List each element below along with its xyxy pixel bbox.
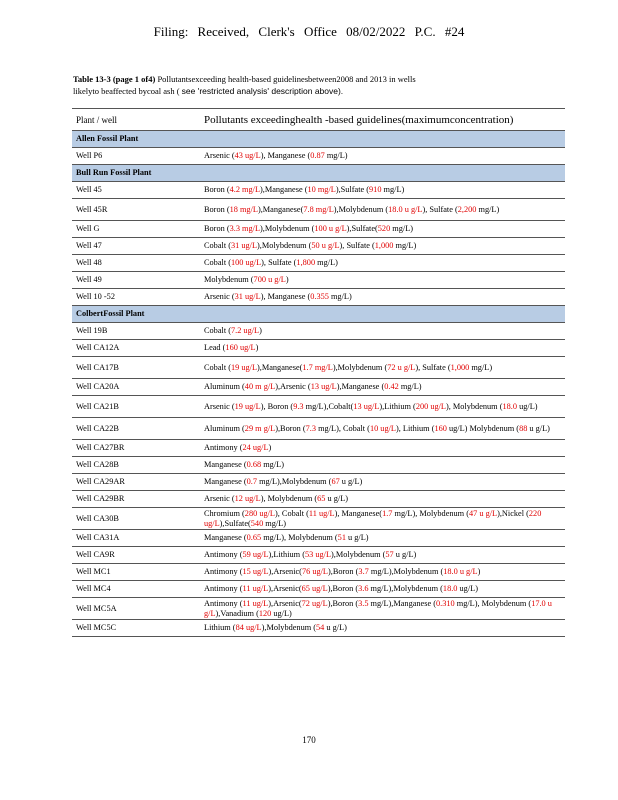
well-name: Well 45: [72, 182, 200, 199]
well-name: Well CA29AR: [72, 474, 200, 491]
concentration-value: 280 ug/L: [244, 508, 275, 518]
pollutants-table: [72, 108, 565, 637]
well-name: Well CA17B: [72, 357, 200, 379]
pollutant-text: Arsenic (: [204, 151, 235, 160]
well-name: Well MC5A: [72, 598, 200, 620]
pollutants-cell: [200, 221, 565, 238]
pollutant-text: Manganese (: [204, 460, 247, 469]
pollutant-text: ), Molybdenum (: [446, 401, 503, 411]
pollutant-text: ), Sulfate (: [339, 241, 375, 250]
pollutant-text: mg/L), Molybdenum (: [392, 508, 469, 518]
concentration-value: 84 ug/L: [235, 623, 262, 632]
concentration-value: 9.3: [293, 401, 304, 411]
table-row: [72, 457, 565, 474]
table-header-row: [72, 109, 565, 131]
caption-line-2b: see 'restricted analysis' description above).: [181, 86, 344, 96]
table-row: [72, 564, 565, 581]
pollutants-cell: [200, 457, 565, 474]
well-name: Well MC1: [72, 564, 200, 581]
concentration-value: 0.65: [246, 533, 262, 542]
pollutant-text: Molybdenum (: [204, 275, 254, 284]
plant-group-row: [72, 131, 565, 148]
pollutant-text: mg/L), Molybdenum (: [454, 598, 532, 608]
pollutant-text: mg/L): [324, 151, 348, 160]
concentration-value: 50 u g/L: [311, 241, 340, 250]
well-name: Well P6: [72, 148, 200, 165]
concentration-value: 12 ug/L: [234, 494, 261, 503]
pollutant-text: u g/L): [393, 550, 417, 559]
pollutant-text: mg/L): [328, 292, 352, 301]
concentration-value: 57: [385, 550, 394, 559]
pollutant-text: mg/L),Cobalt(: [303, 401, 354, 411]
pollutant-text: mg/L): [261, 460, 284, 469]
concentration-value: 31 ug/L: [234, 292, 261, 301]
pollutant-text: Manganese (: [204, 477, 247, 486]
concentration-value: 19 ug/L: [230, 362, 258, 372]
pollutant-text: ), Cobalt (: [275, 508, 309, 518]
pollutants-cell: [200, 474, 565, 491]
concentration-value: 4.2 mg/L: [229, 185, 261, 194]
plant-name: Bull Run Fossil Plant: [72, 165, 565, 182]
pollutants-cell: [200, 357, 565, 379]
pollutant-text: u g/L): [345, 533, 369, 542]
concentration-value: 18.0: [502, 401, 518, 411]
pollutants-cell: [200, 272, 565, 289]
pollutant-text: ),Molybdenum (: [257, 241, 312, 250]
pollutant-text: ),Boron (: [275, 423, 306, 433]
pollutants-cell: [200, 323, 565, 340]
pollutant-text: Manganese (: [204, 533, 247, 542]
well-name: Well CA28B: [72, 457, 200, 474]
concentration-value: 1.7 mg/L: [302, 362, 333, 372]
pollutants-cell: [200, 547, 565, 564]
well-name: Well CA27BR: [72, 440, 200, 457]
pollutant-text: Lithium (: [204, 623, 236, 632]
plant-name: ColbertFossil Plant: [72, 306, 565, 323]
table-row: [72, 440, 565, 457]
pollutant-text: Cobalt (: [204, 241, 231, 250]
well-name: Well MC4: [72, 581, 200, 598]
pollutant-text: ), Boron (: [260, 401, 294, 411]
table-row: [72, 182, 565, 199]
pollutant-text: ),Lithium (: [268, 550, 305, 559]
pollutant-text: ), Manganese (: [260, 151, 311, 160]
pollutant-text: ): [268, 443, 272, 452]
concentration-value: 0.68: [246, 460, 262, 469]
concentration-value: 88: [519, 423, 528, 433]
pollutant-text: Arsenic (: [204, 292, 235, 301]
pollutant-text: Boron (: [204, 185, 230, 194]
plant-group-row: [72, 165, 565, 182]
pollutant-text: ),Molybdenum (: [331, 550, 386, 559]
concentration-value: 10 ug/L: [369, 423, 396, 433]
pollutant-text: ),Boron (: [327, 584, 359, 593]
pollutant-text: Cobalt (: [204, 258, 231, 267]
pollutant-text: Chromium (: [204, 508, 245, 518]
concentration-value: 18.0 u g/L: [443, 567, 478, 576]
pollutant-text: Cobalt (: [204, 362, 231, 372]
well-name: Well CA30B: [72, 508, 200, 530]
pollutant-text: u g/L): [339, 477, 363, 486]
pollutant-text: Arsenic (: [204, 401, 235, 411]
pollutant-text: ), Manganese(: [334, 508, 383, 518]
concentration-value: 520: [377, 224, 391, 233]
table-row: [72, 620, 565, 637]
well-name: Well G: [72, 221, 200, 238]
pollutant-text: ),Sulfate(: [346, 224, 378, 233]
pollutant-text: mg/L), Cobalt (: [316, 423, 370, 433]
pollutant-text: Antimony (: [204, 584, 243, 593]
table-row: [72, 581, 565, 598]
pollutant-text: Arsenic (: [204, 494, 235, 503]
pollutant-text: mg/L): [263, 518, 287, 528]
pollutants-cell: [200, 379, 565, 396]
pollutants-cell: [200, 508, 565, 530]
pollutant-text: ), Lithium (: [395, 423, 435, 433]
concentration-value: 100 u g/L: [314, 224, 347, 233]
pollutant-text: ),Boron (: [328, 567, 359, 576]
pollutants-cell: [200, 148, 565, 165]
concentration-value: 0.7: [246, 477, 257, 486]
concentration-value: 0.310: [436, 598, 455, 608]
pollutant-text: u g/L): [527, 423, 550, 433]
concentration-value: 3.5: [358, 598, 369, 608]
concentration-value: 18.0: [442, 584, 458, 593]
concentration-value: 72 u g/L: [387, 362, 416, 372]
concentration-value: 7.8 mg/L: [303, 204, 334, 214]
pollutant-text: ug/L): [271, 608, 292, 618]
pollutant-text: ),Arsenic(: [268, 567, 302, 576]
table-row: [72, 323, 565, 340]
pollutant-text: ): [477, 567, 481, 576]
pollutant-text: ug/L): [457, 584, 478, 593]
pollutants-cell: [200, 182, 565, 199]
concentration-value: 54: [316, 623, 325, 632]
concentration-value: 65: [317, 494, 326, 503]
table-row: [72, 357, 565, 379]
pollutant-text: ): [259, 326, 262, 335]
table-row: [72, 238, 565, 255]
table-caption: [73, 73, 553, 97]
well-name: Well 19B: [72, 323, 200, 340]
header-pollutants: Pollutants exceedinghealth -based guidelines(maximumconcentration): [200, 109, 565, 131]
concentration-value: 15 ug/L: [242, 567, 269, 576]
concentration-value: 1.7: [382, 508, 393, 518]
pollutant-text: ug/L) Molybdenum (: [446, 423, 520, 433]
pollutant-text: ): [285, 275, 289, 284]
concentration-value: 18 mg/L: [229, 204, 258, 214]
pollutants-cell: [200, 289, 565, 306]
pollutant-text: ), Molybdenum (: [260, 494, 318, 503]
concentration-value: 540: [250, 518, 264, 528]
table-row: [72, 474, 565, 491]
pollutants-cell: [200, 620, 565, 637]
well-name: Well 45R: [72, 199, 200, 221]
pollutants-cell: [200, 340, 565, 357]
pollutants-cell: [200, 440, 565, 457]
concentration-value: 7.2 ug/L: [230, 326, 260, 335]
pollutant-text: ),Arsenic (: [275, 382, 311, 391]
well-name: Well 48: [72, 255, 200, 272]
pollutant-text: ),Manganese(: [257, 362, 303, 372]
well-name: Well CA12A: [72, 340, 200, 357]
pollutant-text: ),Arsenic(: [268, 598, 302, 608]
page-number: 170: [302, 735, 316, 745]
concentration-value: 10 mg/L: [307, 185, 336, 194]
concentration-value: 76 ug/L: [301, 567, 328, 576]
pollutant-text: ),Sulfate(: [219, 518, 251, 528]
pollutants-cell: [200, 598, 565, 620]
table-row: [72, 148, 565, 165]
pollutant-text: ),Sulfate (: [335, 185, 370, 194]
well-name: Well CA31A: [72, 530, 200, 547]
table-row: [72, 530, 565, 547]
concentration-value: 59 ug/L: [242, 550, 269, 559]
pollutant-text: u g/L): [324, 623, 347, 632]
concentration-value: 65 ug/L: [301, 584, 328, 593]
concentration-value: 51: [337, 533, 346, 542]
pollutants-cell: [200, 238, 565, 255]
pollutants-cell: [200, 396, 565, 418]
pollutant-text: mg/L),Molybdenum (: [368, 567, 444, 576]
concentration-value: 29 m g/L: [244, 423, 276, 433]
pollutant-text: ),Nickel (: [497, 508, 529, 518]
table-row: [72, 547, 565, 564]
table-row: [72, 598, 565, 620]
pollutant-text: Boron (: [204, 224, 230, 233]
pollutant-text: ),Lithium (: [379, 401, 416, 411]
concentration-value: 1,800: [296, 258, 316, 267]
pollutant-text: ug/L): [517, 401, 538, 411]
well-name: Well CA29BR: [72, 491, 200, 508]
well-name: Well CA21B: [72, 396, 200, 418]
pollutant-text: ),Boron (: [327, 598, 359, 608]
well-name: Well 47: [72, 238, 200, 255]
pollutant-text: mg/L): [398, 382, 422, 391]
concentration-value: 2,200: [457, 204, 477, 214]
table-row: [72, 418, 565, 440]
table-row: [72, 289, 565, 306]
plant-group-row: [72, 306, 565, 323]
filing-stamp-header: Filing: Received, Clerk's Office 08/02/2022 P.C. #24: [153, 24, 465, 39]
concentration-value: 160 ug/L: [225, 343, 256, 352]
table-row: [72, 379, 565, 396]
well-name: Well CA9R: [72, 547, 200, 564]
pollutant-text: ), Sulfate (: [422, 204, 458, 214]
pollutant-text: ),Manganese(: [257, 204, 304, 214]
concentration-value: 1,000: [450, 362, 470, 372]
concentration-value: 11 ug/L: [242, 598, 269, 608]
header-plant-well: Plant / well: [72, 109, 200, 131]
pollutant-text: ), Sulfate (: [261, 258, 297, 267]
pollutant-text: ),Molybdenum (: [333, 204, 389, 214]
concentration-value: 910: [369, 185, 382, 194]
table-row: [72, 396, 565, 418]
concentration-value: 31 ug/L: [230, 241, 258, 250]
pollutant-text: Lead (: [204, 343, 226, 352]
concentration-value: 3.3 mg/L: [229, 224, 261, 233]
concentration-value: 0.87: [310, 151, 325, 160]
concentration-value: 120: [258, 608, 272, 618]
pollutant-text: mg/L),Molybdenum (: [257, 477, 332, 486]
concentration-value: 43 ug/L: [234, 151, 261, 160]
caption-line-2a: likelyto beaffected bycoal ash (: [73, 86, 180, 96]
pollutant-text: mg/L): [469, 362, 493, 372]
concentration-value: 160: [434, 423, 447, 433]
concentration-value: 13 ug/L: [310, 382, 337, 391]
caption-line-1: Pollutantsexceeding health-based guidelinesbetween2008 and 2013 in wells: [157, 74, 416, 84]
pollutant-text: ), Manganese (: [260, 292, 311, 301]
table-label: Table 13-3 (page 1 of4): [73, 74, 156, 84]
table-row: [72, 491, 565, 508]
pollutant-text: ),Molybdenum (: [332, 362, 388, 372]
pollutant-text: ),Arsenic(: [268, 584, 302, 593]
concentration-value: 3.6: [358, 584, 369, 593]
table-row: [72, 221, 565, 238]
table-row: [72, 340, 565, 357]
concentration-value: 67: [331, 477, 340, 486]
table-row: [72, 199, 565, 221]
pollutant-text: ),Manganese (: [336, 382, 385, 391]
pollutant-text: ),Molybdenum (: [261, 623, 317, 632]
pollutant-text: Aluminum (: [204, 382, 245, 391]
concentration-value: 72 ug/L: [301, 598, 328, 608]
pollutants-cell: [200, 491, 565, 508]
pollutant-text: ): [255, 343, 259, 352]
pollutants-cell: [200, 530, 565, 547]
pollutant-text: u g/L): [325, 494, 349, 503]
pollutant-text: ),Molybdenum (: [260, 224, 315, 233]
pollutants-cell: [200, 418, 565, 440]
pollutants-cell: [200, 255, 565, 272]
pollutant-text: ),Vanadium (: [215, 608, 259, 618]
concentration-value: 11 ug/L: [242, 584, 269, 593]
pollutant-text: Antimony (: [204, 567, 243, 576]
pollutant-text: Boron (: [204, 204, 230, 214]
concentration-value: 0.355: [310, 292, 329, 301]
concentration-value: 40 m g/L: [244, 382, 276, 391]
pollutant-text: mg/L),Manganese (: [368, 598, 436, 608]
pollutant-text: Cobalt (: [204, 326, 231, 335]
pollutant-text: Antimony (: [204, 598, 243, 608]
well-name: Well CA20A: [72, 379, 200, 396]
concentration-value: 13 ug/L: [353, 401, 380, 411]
concentration-value: 24 ug/L: [242, 443, 269, 452]
pollutant-text: Antimony (: [204, 550, 243, 559]
concentration-value: 1,000: [374, 241, 394, 250]
pollutant-text: mg/L): [390, 224, 414, 233]
pollutant-text: mg/L), Molybdenum (: [261, 533, 338, 542]
table-row: [72, 508, 565, 530]
well-name: Well MC5C: [72, 620, 200, 637]
pollutant-text: Antimony (: [204, 443, 243, 452]
pollutant-text: mg/L): [315, 258, 338, 267]
concentration-value: 7.3: [305, 423, 317, 433]
concentration-value: 18.0 u g/L: [388, 204, 423, 214]
pollutant-text: mg/L): [381, 185, 405, 194]
pollutants-cell: [200, 199, 565, 221]
well-name: Well 10 -52: [72, 289, 200, 306]
table-row: [72, 272, 565, 289]
concentration-value: 100 ug/L: [230, 258, 262, 267]
well-name: Well 49: [72, 272, 200, 289]
concentration-value: 19 ug/L: [234, 401, 261, 411]
pollutant-text: mg/L): [476, 204, 500, 214]
concentration-value: 53 ug/L: [304, 550, 332, 559]
pollutants-cell: [200, 581, 565, 598]
concentration-value: 700 u g/L: [253, 275, 286, 284]
pollutant-text: mg/L): [393, 241, 417, 250]
concentration-value: 200 ug/L: [415, 401, 447, 411]
concentration-value: 11 ug/L: [308, 508, 335, 518]
concentration-value: 0.42: [384, 382, 399, 391]
table-row: [72, 255, 565, 272]
pollutants-cell: [200, 564, 565, 581]
concentration-value: 47 u g/L: [468, 508, 498, 518]
pollutant-text: ),Manganese (: [260, 185, 308, 194]
concentration-value: 220 ug/L: [204, 508, 542, 528]
pollutant-text: ), Sulfate (: [415, 362, 451, 372]
pollutant-text: mg/L),Molybdenum (: [368, 584, 443, 593]
concentration-value: 3.7: [358, 567, 369, 576]
concentration-value: 17.0 u g/L: [204, 598, 552, 618]
pollutant-text: Aluminum (: [204, 423, 245, 433]
well-name: Well CA22B: [72, 418, 200, 440]
plant-name: Allen Fossil Plant: [72, 131, 565, 148]
